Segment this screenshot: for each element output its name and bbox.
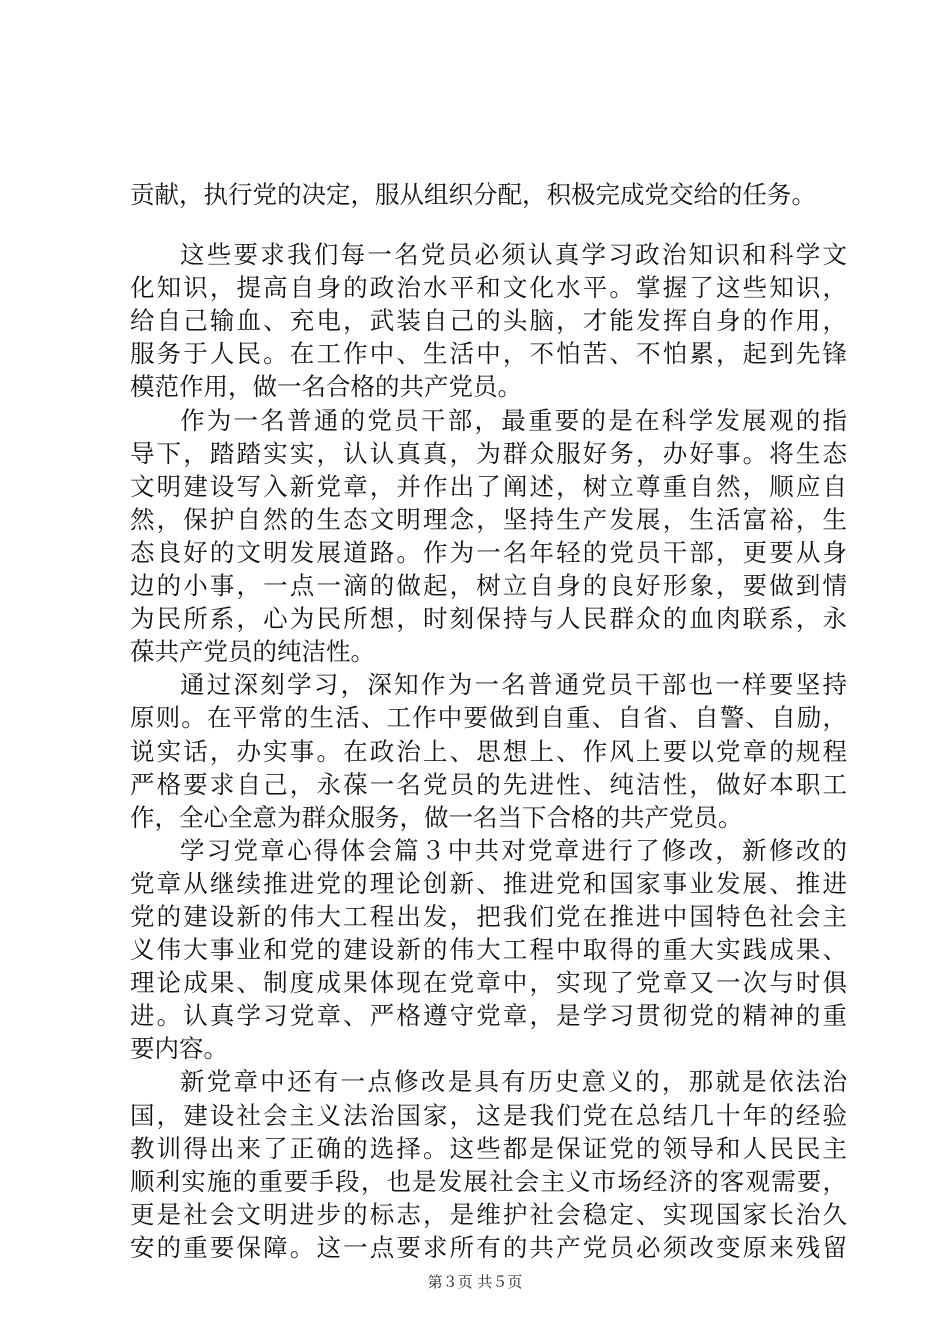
document-body xyxy=(130,178,847,1264)
text-line: 然，保护自然的生态文明理念，坚持生产发展，生活富裕，生 xyxy=(130,504,847,534)
text-line: 态良好的文明发展道路。作为一名年轻的党员干部，更要从身 xyxy=(130,537,847,567)
text-line: 模范作用，做一名合格的共产党员。 xyxy=(130,372,522,402)
text-line: 化知识，提高自身的政治水平和文化水平。掌握了这些知识， xyxy=(130,273,847,303)
paragraph xyxy=(130,1065,847,1264)
paragraph xyxy=(130,238,847,403)
paragraph-gap xyxy=(130,211,847,238)
text-line: 边的小事，一点一滴的做起，树立自身的良好形象，要做到情 xyxy=(130,571,847,601)
text-line: 作，全心全意为群众服务，做一名当下合格的共产党员。 xyxy=(130,802,743,832)
text-line: 为民所系，心为民所想，时刻保持与人民群众的血肉联系，永 xyxy=(130,604,847,634)
text-line: 葆共产党员的纯洁性。 xyxy=(130,637,375,667)
text-line: 学习党章心得体会篇３中共对党章进行了修改，新修改的 xyxy=(180,835,847,865)
text-line: 进。认真学习党章、严格遵守党章，是学习贯彻党的精神的重 xyxy=(130,1001,847,1031)
text-line: 原则。在平常的生活、工作中要做到自重、自省、自警、自励， xyxy=(130,703,847,733)
text-line: 理论成果、制度成果体现在党章中，实现了党章又一次与时俱 xyxy=(130,968,847,998)
text-line: 通过深刻学习，深知作为一名普通党员干部也一样要坚持 xyxy=(180,670,847,700)
text-line: 党的建设新的伟大工程出发，把我们党在推进中国特色社会主 xyxy=(130,901,847,931)
text-line: 严格要求自己，永葆一名党员的先进性、纯洁性，做好本职工 xyxy=(130,769,847,799)
text-line: 党章从继续推进党的理论创新、推进党和国家事业发展、推进 xyxy=(130,868,847,898)
paragraph xyxy=(130,834,847,1066)
paragraph xyxy=(130,178,847,211)
page-footer: 第３页 共５页 xyxy=(427,1273,523,1291)
text-line: 要内容。 xyxy=(130,1034,228,1064)
text-line: 教训得出来了正确的选择。这些都是保证党的领导和人民民主 xyxy=(130,1133,847,1163)
text-line: 义伟大事业和党的建设新的伟大工程中取得的重大实践成果、 xyxy=(130,935,847,965)
text-line: 给自己输血、充电，武装自己的头脑，才能发挥自身的作用， xyxy=(130,306,847,336)
paragraph xyxy=(130,404,847,669)
text-line: 这些要求我们每一名党员必须认真学习政治知识和科学文 xyxy=(180,240,847,270)
text-line: 导下，踏踏实实，认认真真，为群众服好务，办好事。将生态 xyxy=(130,438,847,468)
text-line: 服务于人民。在工作中、生活中，不怕苦、不怕累，起到先锋 xyxy=(130,339,847,369)
text-line: 更是社会文明进步的标志，是维护社会稳定、实现国家长治久 xyxy=(130,1199,847,1229)
paragraph xyxy=(130,668,847,833)
text-line: 贡献，执行党的决定，服从组织分配，积极完成党交给的任务。 xyxy=(130,180,816,209)
text-line: 顺利实施的重要手段，也是发展社会主义市场经济的客观需要， xyxy=(130,1166,847,1196)
text-line: 作为一名普通的党员干部，最重要的是在科学发展观的指 xyxy=(180,405,847,435)
text-line: 安的重要保障。这一点要求所有的共产党员必须改变原来残留 xyxy=(130,1232,847,1262)
text-line: 新党章中还有一点修改是具有历史意义的，那就是依法治 xyxy=(180,1067,847,1097)
text-line: 文明建设写入新党章，并作出了阐述，树立尊重自然，顺应自 xyxy=(130,471,847,501)
text-line: 说实话，办实事。在政治上、思想上、作风上要以党章的规程 xyxy=(130,736,847,766)
text-line: 国，建设社会主义法治国家，这是我们党在总结几十年的经验 xyxy=(130,1100,847,1130)
